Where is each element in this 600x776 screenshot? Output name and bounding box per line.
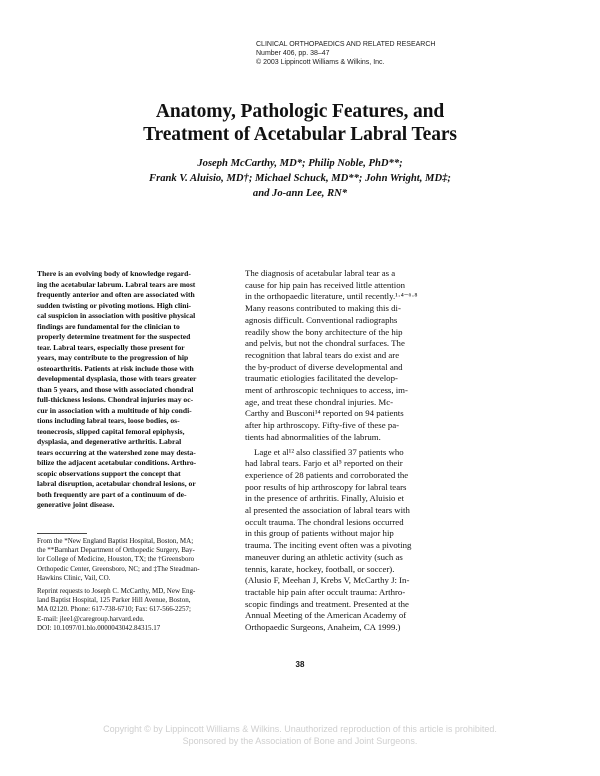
- body-line: tennis, karate, hockey, football, or soccer).: [245, 563, 395, 574]
- body-line: recognition that labral tears do exist and are: [245, 349, 400, 360]
- body-line: occult trauma. The chondral lesions occurred: [245, 516, 404, 527]
- reprint-line: Reprint requests to Joseph C. McCarthy, MD, New Eng-: [37, 587, 196, 595]
- body-line: Carthy and Busconi¹⁴ reported on 94 patients: [245, 408, 404, 419]
- affiliation-line: lor College of Medicine, Houston, TX; the †Greensboro: [37, 555, 195, 564]
- body-line: in the presence of arthritis. Finally, Aluisio et: [245, 493, 404, 504]
- body-line: Annual Meeting of the American Academy of: [245, 610, 407, 621]
- body-line: al presented the association of labral tears with: [245, 505, 410, 516]
- abstract-line: dysplasia, and degenerative arthritis. Labral: [37, 437, 182, 446]
- affiliation-line: the **Barnhart Department of Orthopedic Surgery, Bay-: [37, 546, 195, 555]
- body-line: ment of arthroscopic techniques to access, im-: [245, 385, 408, 396]
- body-line: in this group of patients without major hip: [245, 528, 394, 539]
- abstract-line: developmental dysplasia, those with tears greater: [37, 374, 197, 383]
- body-line: agnosis difficult. Conventional radiographs: [245, 314, 398, 325]
- article-title: [0, 100, 600, 146]
- abstract-line: generative joint disease.: [37, 500, 115, 509]
- body-line: had labral tears. Farjo et al⁵ reported on their: [245, 458, 403, 469]
- affiliation-line: From the *New England Baptist Hospital, Boston, MA;: [37, 537, 194, 545]
- author-line: Joseph McCarthy, MD*; Philip Noble, PhD**;: [197, 158, 403, 169]
- body-line: The diagnosis of acetabular labral tear as a: [245, 268, 396, 278]
- abstract-line: labral disruption, acetabular chondral lesions, or: [37, 479, 196, 488]
- abstract-line: bilize the adjacent acetabular conditions. Arthro-: [37, 458, 197, 467]
- abstract-line: cur in association with a multitude of hip condi-: [37, 405, 192, 415]
- abstract-line: osteoarthritis. Patients at risk include those with: [37, 363, 194, 373]
- affiliation-line: Hawkins Clinic, Vail, CO.: [37, 573, 111, 582]
- abstract-line: tear. Labral tears, especially those present for: [37, 342, 185, 352]
- abstract-line: tions including labral tears, loose bodies, os-: [37, 416, 180, 425]
- author-list: [0, 156, 600, 201]
- abstract-line: sudden twisting or pivoting motions. High clini-: [37, 300, 192, 310]
- title-line: Anatomy, Pathologic Features, and: [155, 101, 445, 122]
- abstract: [37, 269, 233, 511]
- body-line: traumatic etiologies facilitated the develop-: [245, 373, 398, 384]
- copyright-line: Sponsored by the Association of Bone and Joint Surgeons.: [182, 736, 418, 746]
- page-number: 38: [295, 660, 305, 669]
- footnote-divider: [37, 533, 87, 534]
- abstract-line: properly determine treatment for the suspected: [37, 332, 191, 341]
- body-text-column: [245, 268, 565, 634]
- body-line: Many reasons contributed to making this di-: [245, 303, 401, 314]
- body-line: trauma. The inciting event often was a pivoting: [245, 540, 412, 551]
- body-line: Orthopaedic Surgeons, Anaheim, CA 1999.): [245, 622, 401, 633]
- body-line: (Alusio F, Meehan J, Krebs V, McCarthy J: In-: [245, 575, 410, 586]
- journal-name: CLINICAL ORTHOPAEDICS AND RELATED RESEARCH: [256, 41, 436, 48]
- abstract-line: scopic observations support the concept that: [37, 468, 181, 478]
- copyright-line: Copyright © by Lippincott Williams & Wilkins. Unauthorized reproduction of this article is prohibited.: [103, 724, 497, 734]
- abstract-line: tears occurring at the watershed zone may desta-: [37, 447, 196, 457]
- body-line: cause for hip pain has received little attention: [245, 279, 405, 290]
- body-line: the by-product of diverse developmental and: [245, 361, 403, 372]
- abstract-line: both frequently are part of a continuum of de-: [37, 489, 187, 499]
- abstract-line: There is an evolving body of knowledge regard-: [37, 269, 191, 278]
- abstract-line: than 5 years, and those with associated chondral: [37, 384, 194, 394]
- abstract-line: findings are fundamental for the clinician to: [37, 321, 180, 331]
- body-line: tients had abnormalities of the labrum.: [245, 431, 381, 442]
- journal-copyright: © 2003 Lippincott Williams & Wilkins, Inc.: [256, 59, 385, 66]
- affiliations-footnote: [37, 537, 237, 583]
- body-line: readily show the bony architecture of the hip: [245, 326, 403, 337]
- body-line: after hip arthroscopy. Fifty-five of these pa-: [245, 420, 400, 431]
- doi-line: DOI: 10.1097/01.blo.0000043042.84315.17: [37, 623, 161, 632]
- body-line: experience of 28 patients and corroborated the: [245, 469, 409, 480]
- body-line: maneuver during an athletic activity (such as: [245, 551, 403, 562]
- reprint-line: MA 02120. Phone: 617-738-6710; Fax: 617-566-2257;: [37, 605, 191, 614]
- abstract-line: frequently anterior and often are associated with: [37, 290, 195, 299]
- abstract-line: teonecrosis, slipped capital femoral epiphysis,: [37, 426, 185, 436]
- affiliation-line: Orthopedic Center, Greensboro, NC; and ‡The Steadman-: [37, 564, 200, 573]
- body-line: and pelvis, but not the chondral surfaces. The: [245, 338, 405, 349]
- author-line: and Jo-ann Lee, RN*: [252, 188, 348, 199]
- body-line: Lage et al¹² also classified 37 patients who: [254, 446, 404, 457]
- reprint-email[interactable]: E-mail: jlee1@caregroup.harvard.edu.: [37, 614, 145, 623]
- journal-header: [256, 40, 586, 67]
- reprint-line: land Baptist Hospital, 125 Parker Hill Avenue, Boston,: [37, 596, 191, 605]
- body-line: poor results of hip arthroscopy for labral tears: [245, 481, 407, 492]
- body-line: in the orthopaedic literature, until recently.¹·⁴⁻⁶·⁸: [245, 291, 418, 302]
- author-line: Frank V. Aluisio, MD†; Michael Schuck, MD**; John Wright, MD‡;: [149, 173, 451, 184]
- abstract-line: full-thickness lesions. Chondral injuries may oc-: [37, 395, 194, 404]
- journal-issue: Number 406, pp. 38–47: [256, 50, 330, 57]
- abstract-line: ing the acetabular labrum. Labral tears are most: [37, 279, 196, 289]
- title-line: Treatment of Acetabular Labral Tears: [143, 124, 457, 145]
- body-line: tractable hip pain after occult trauma: Arthro-: [245, 586, 406, 597]
- copyright-notice: [0, 723, 600, 747]
- body-line: scopic findings and treatment. Presented at the: [245, 598, 409, 609]
- reprint-footnote: [37, 587, 237, 633]
- body-line: age, and treat these chondral injuries. Mc-: [245, 396, 394, 407]
- abstract-line: years, may contribute to the progression of hip: [37, 353, 189, 362]
- abstract-line: cal suspicion in association with positive physical: [37, 311, 196, 320]
